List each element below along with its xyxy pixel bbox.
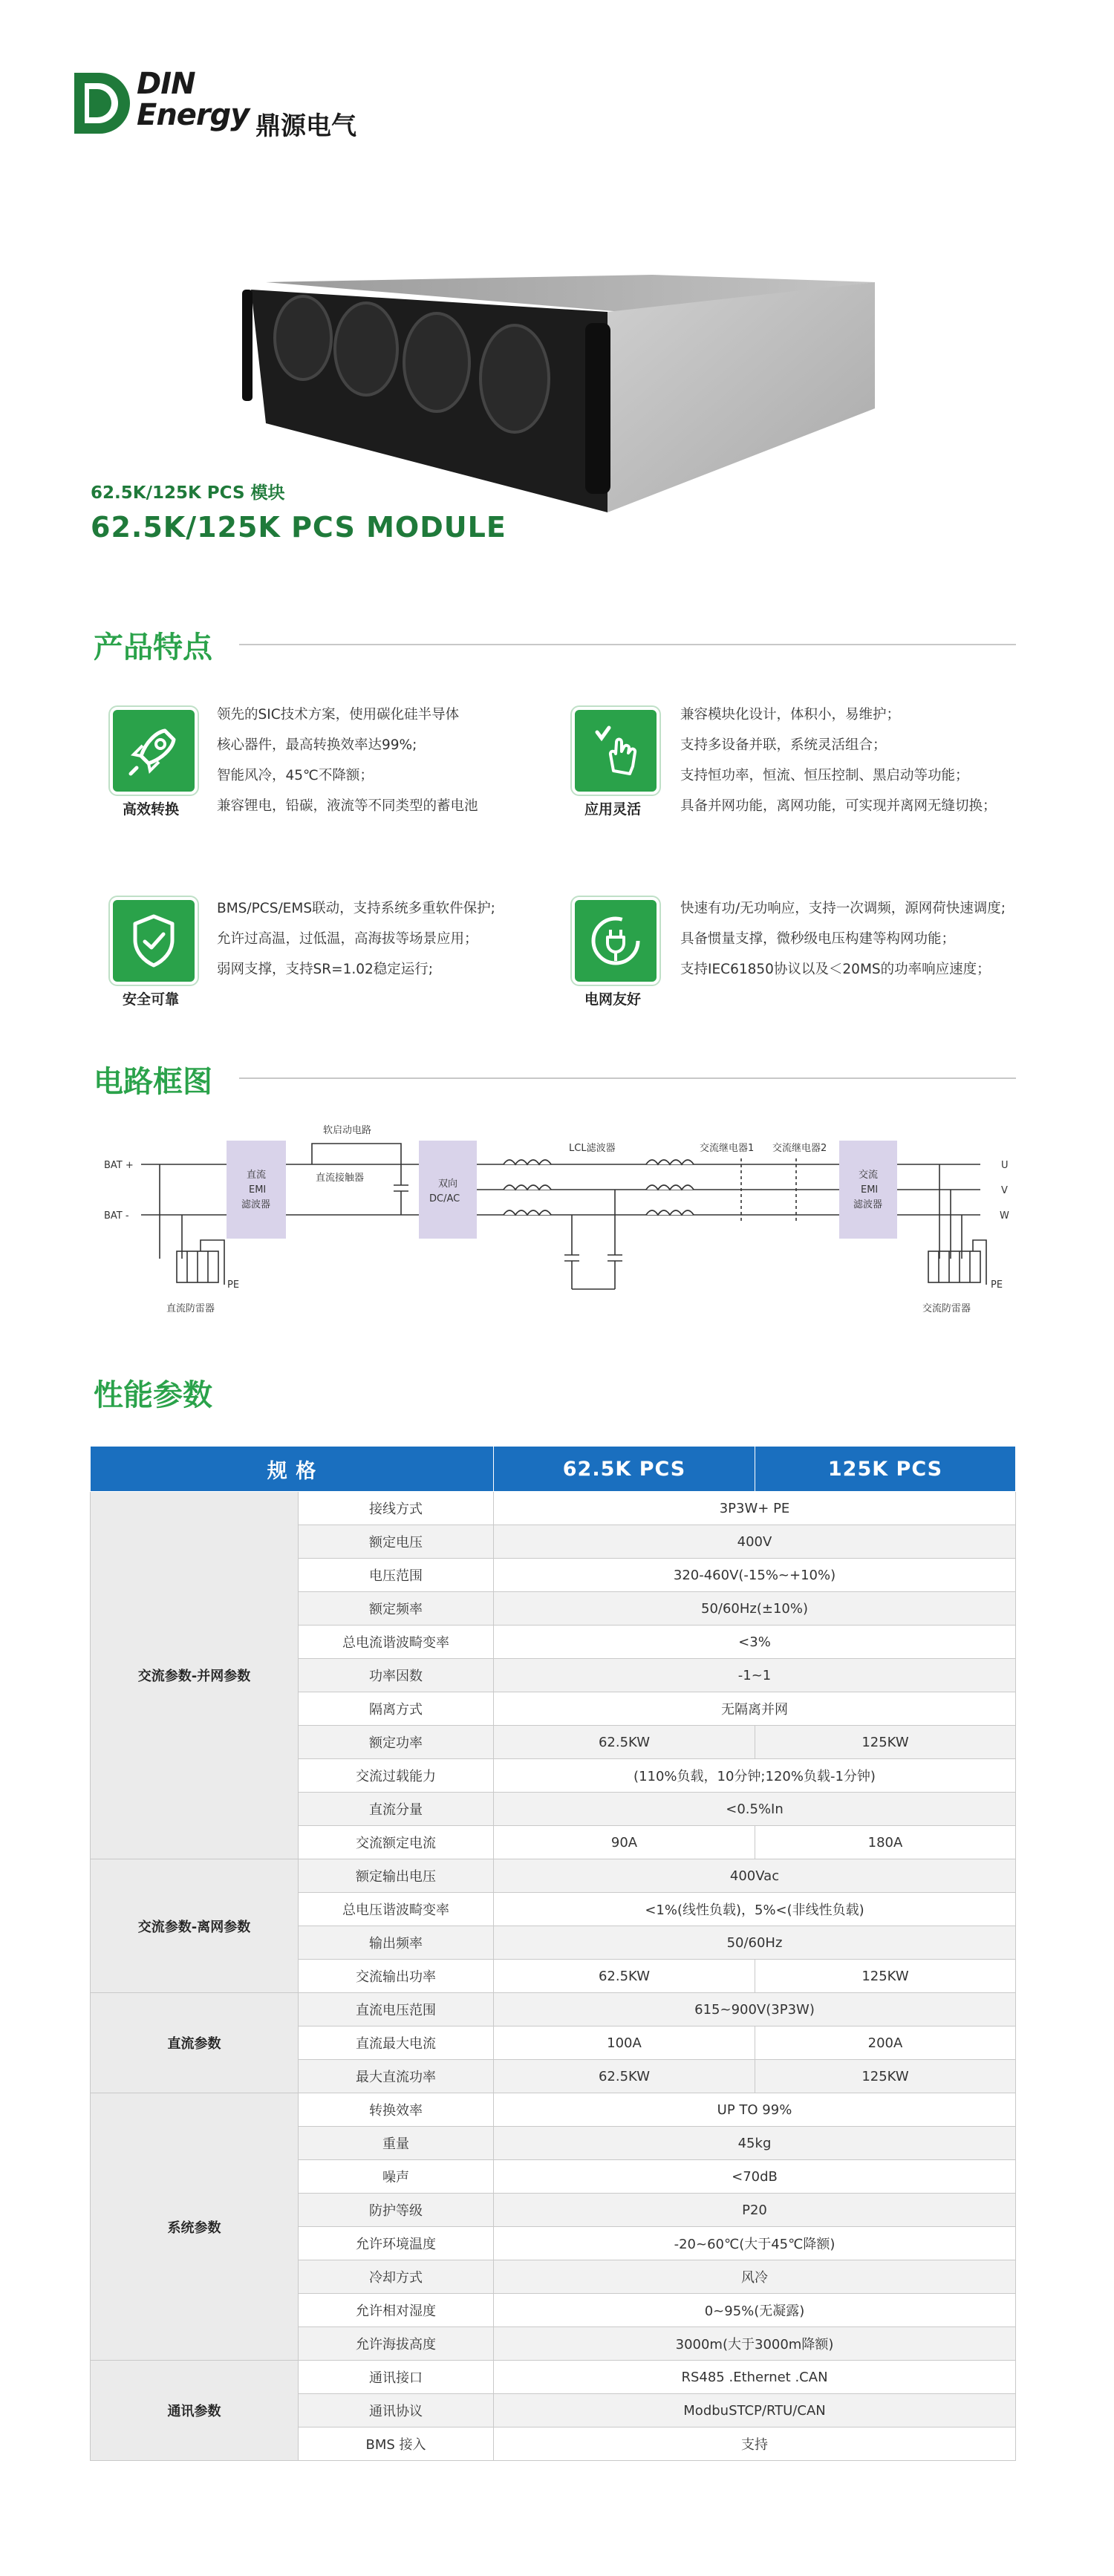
param-name: 额定输出电压: [299, 1859, 494, 1893]
logo-text-energy: Energy: [137, 98, 250, 132]
feature-desc: 快速有功/无功响应，支持一次调频，源网荷快速调度; 具备惯量支撑，微秒级电压构建等构网功能； 支持IEC61850协议以及＜20MS的功率响应速度；: [680, 901, 1006, 977]
din-logo-icon: [73, 71, 132, 135]
feature-icon-box: [110, 897, 198, 985]
param-value: 50/60Hz: [494, 1926, 1016, 1960]
relay1-label: 交流继电器1: [700, 1143, 755, 1154]
param-name: 允许环境温度: [299, 2227, 494, 2260]
param-value: UP TO 99%: [494, 2093, 1016, 2127]
circuit-diagram: [97, 1114, 1017, 1329]
param-name: 额定功率: [299, 1726, 494, 1759]
section-divider: [239, 1077, 1016, 1079]
group-label: 直流参数: [91, 1993, 299, 2093]
dc-emi-label: EMI: [249, 1184, 267, 1196]
table-body: [91, 1492, 1016, 2461]
param-value: <0.5%In: [494, 1793, 1016, 1826]
spec-table: [90, 1446, 1016, 2461]
param-value: 风冷: [494, 2260, 1016, 2294]
param-name: 直流电压范围: [299, 1993, 494, 2026]
param-value: 45kg: [494, 2127, 1016, 2160]
header-62k: 62.5K PCS: [494, 1447, 755, 1492]
table-row: [91, 2093, 1016, 2127]
param-name: 防护等级: [299, 2194, 494, 2227]
param-value: 615~900V(3P3W): [494, 1993, 1016, 2026]
ac-spd-label: 交流防雷器: [922, 1303, 971, 1314]
section-title-circuit: 电路框图: [94, 1065, 212, 1099]
header-125k: 125K PCS: [755, 1447, 1016, 1492]
param-name: 输出频率: [299, 1926, 494, 1960]
pe-label: PE: [991, 1279, 1003, 1291]
feature-desc: 兼容模块化设计，体积小，易维护； 支持多设备并联，系统灵活组合； 支持恒功率，恒流、恒压控制、黑启动等功能； 具备并网功能，离网功能，可实现并离网无缝切换；: [680, 707, 997, 814]
param-name: BMS 接入: [299, 2427, 494, 2461]
phase-v-label: V: [1001, 1185, 1008, 1196]
param-value-125k: 200A: [755, 2026, 1016, 2060]
group-label: 交流参数-离网参数: [91, 1859, 299, 1993]
plug-leaf-icon: [575, 900, 657, 982]
group-label: 通讯参数: [91, 2361, 299, 2461]
bidir-label: DC/AC: [429, 1193, 460, 1204]
param-value-62k: 90A: [494, 1826, 755, 1859]
param-name: 最大直流功率: [299, 2060, 494, 2093]
param-name: 转换效率: [299, 2093, 494, 2127]
param-value: 支持: [494, 2427, 1016, 2461]
logo-text-cn: 鼎源电气: [255, 111, 356, 141]
bidir-label: 双向: [438, 1178, 458, 1190]
phase-w-label: W: [1000, 1210, 1009, 1222]
param-name: 通讯协议: [299, 2394, 494, 2427]
param-name: 隔离方式: [299, 1692, 494, 1726]
param-name: 总电流谐波畸变率: [299, 1626, 494, 1659]
product-title-cn: 62.5K/125K PCS 模块: [91, 483, 285, 503]
param-value: <70dB: [494, 2160, 1016, 2194]
param-value-62k: 100A: [494, 2026, 755, 2060]
logo-text-din: DIN: [137, 67, 195, 101]
header-spec: 规 格: [91, 1447, 494, 1492]
param-value-62k: 62.5KW: [494, 1960, 755, 1993]
param-name: 额定频率: [299, 1592, 494, 1626]
label-bat-plus: BAT +: [104, 1160, 134, 1171]
feature-icon-box: [110, 707, 198, 795]
ac-emi-label: 交流: [859, 1170, 879, 1181]
feature-label: 高效转换: [122, 801, 179, 818]
feature-label: 电网友好: [584, 991, 641, 1008]
param-value: -1~1: [494, 1659, 1016, 1692]
param-name: 重量: [299, 2127, 494, 2160]
param-name: 允许海拔高度: [299, 2327, 494, 2361]
brand-logo: [73, 71, 132, 135]
param-name: 交流过载能力: [299, 1759, 494, 1793]
ac-emi-label: 滤波器: [853, 1199, 883, 1210]
dc-emi-label: 滤波器: [241, 1199, 271, 1210]
param-value: <1%(线性负载)，5%<(非线性负载): [494, 1893, 1016, 1926]
param-value: -20~60℃(大于45℃降额): [494, 2227, 1016, 2260]
feature-desc: 领先的SIC技术方案，使用碳化硅半导体 核心器件，最高转换效率达99%; 智能风冷，45℃不降额； 兼容锂电，铅碳，液流等不同类型的蓄电池: [217, 707, 478, 814]
group-label: 交流参数-并网参数: [91, 1492, 299, 1859]
param-value: 400Vac: [494, 1859, 1016, 1893]
feature-label: 应用灵活: [584, 801, 641, 818]
dc-emi-label: 直流: [247, 1170, 267, 1181]
label-bat-minus: BAT -: [104, 1210, 129, 1222]
param-name: 交流输出功率: [299, 1960, 494, 1993]
dc-spd-label: 直流防雷器: [166, 1303, 215, 1314]
lcl-label: LCL滤波器: [569, 1143, 616, 1154]
param-value-125k: 180A: [755, 1826, 1016, 1859]
param-name: 总电压谐波畸变率: [299, 1893, 494, 1926]
param-value-125k: 125KW: [755, 2060, 1016, 2093]
param-name: 噪声: [299, 2160, 494, 2194]
table-header-row: [91, 1447, 1016, 1492]
param-value: P20: [494, 2194, 1016, 2227]
param-value: 3P3W+ PE: [494, 1492, 1016, 1525]
param-name: 交流额定电流: [299, 1826, 494, 1859]
section-title-features: 产品特点: [94, 630, 212, 665]
dc-contactor-label: 直流接触器: [316, 1173, 365, 1184]
rocket-icon: [113, 710, 195, 792]
param-name: 冷却方式: [299, 2260, 494, 2294]
param-value: <3%: [494, 1626, 1016, 1659]
product-image: [236, 267, 890, 550]
shield-check-icon: [113, 900, 195, 982]
param-value: (110%负载，10分钟;120%负载-1分钟): [494, 1759, 1016, 1793]
table-row: [91, 1492, 1016, 1525]
feature-label: 安全可靠: [122, 991, 179, 1008]
param-value-125k: 125KW: [755, 1960, 1016, 1993]
param-name: 通讯接口: [299, 2361, 494, 2394]
param-value: RS485 .Ethernet .CAN: [494, 2361, 1016, 2394]
param-name: 额定电压: [299, 1525, 494, 1559]
param-name: 直流分量: [299, 1793, 494, 1826]
param-value-62k: 62.5KW: [494, 2060, 755, 2093]
phase-u-label: U: [1001, 1160, 1009, 1171]
group-label: 系统参数: [91, 2093, 299, 2361]
param-value: ModbuSTCP/RTU/CAN: [494, 2394, 1016, 2427]
section-divider: [239, 644, 1016, 645]
param-value: 400V: [494, 1525, 1016, 1559]
touch-hand-icon: [575, 710, 657, 792]
param-value-125k: 125KW: [755, 1726, 1016, 1759]
param-name: 功率因数: [299, 1659, 494, 1692]
section-title-performance: 性能参数: [94, 1378, 212, 1412]
relay2-label: 交流继电器2: [772, 1143, 827, 1154]
ac-emi-label: EMI: [861, 1184, 879, 1196]
param-value: 3000m(大于3000m降额): [494, 2327, 1016, 2361]
table-row: [91, 1993, 1016, 2026]
param-value: 50/60Hz(±10%): [494, 1592, 1016, 1626]
param-name: 电压范围: [299, 1559, 494, 1592]
pe-label: PE: [227, 1279, 240, 1291]
soft-start-label: 软启动电路: [323, 1125, 372, 1136]
table-row: [91, 1859, 1016, 1893]
feature-icon-box: [572, 707, 659, 795]
param-name: 直流最大电流: [299, 2026, 494, 2060]
feature-desc: BMS/PCS/EMS联动，支持系统多重软件保护; 允许过高温，过低温，高海拔等场景应用； 弱网支撑，支持SR=1.02稳定运行;: [217, 901, 495, 977]
product-title-en: 62.5K/125K PCS MODULE: [91, 511, 506, 544]
param-value-62k: 62.5KW: [494, 1726, 755, 1759]
param-name: 允许相对湿度: [299, 2294, 494, 2327]
feature-icon-box: [572, 897, 659, 985]
param-value: 0~95%(无凝露): [494, 2294, 1016, 2327]
param-value: 无隔离并网: [494, 1692, 1016, 1726]
table-row: [91, 2361, 1016, 2394]
param-value: 320-460V(-15%~+10%): [494, 1559, 1016, 1592]
param-name: 接线方式: [299, 1492, 494, 1525]
